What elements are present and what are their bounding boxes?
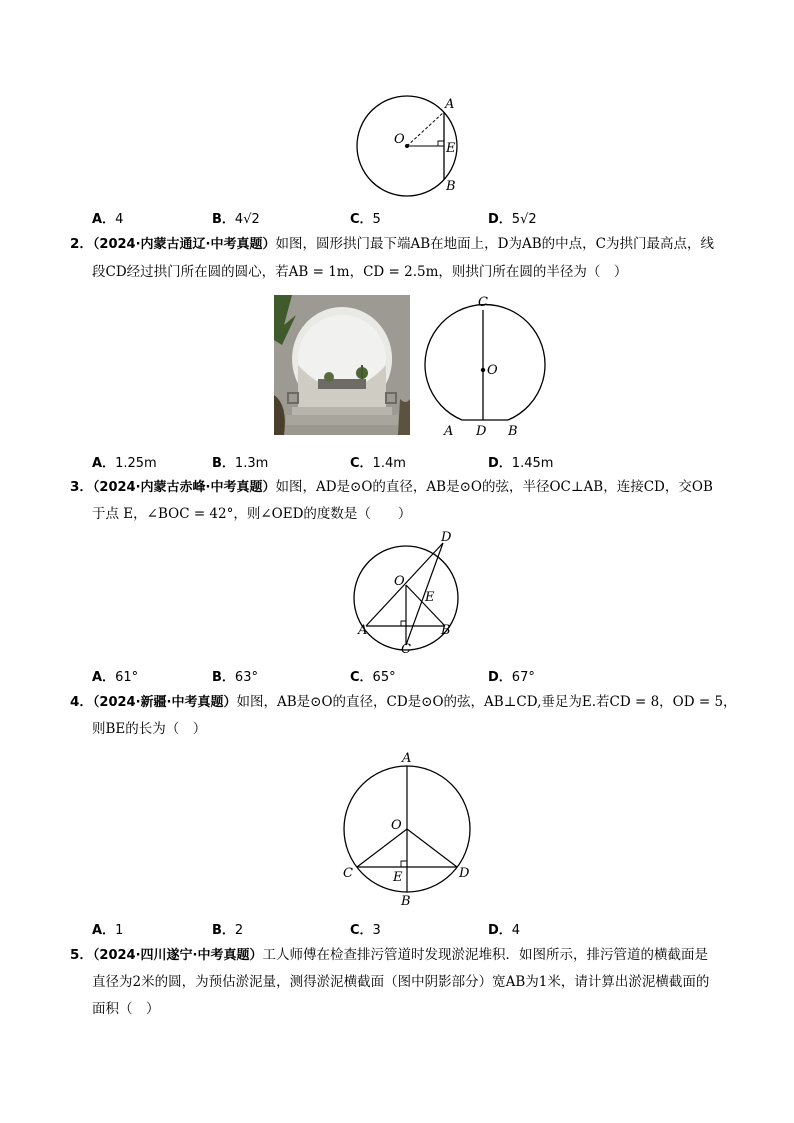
q2-option-a: A．1.25m <box>92 456 157 471</box>
q4-option-c: C．3 <box>350 923 381 938</box>
label-A: A <box>358 623 368 638</box>
q3-text-line-1: 3．（2024·内蒙古赤峰·中考真题）如图，AD是⊙O的直径，AB是⊙O的弦，半径OC⊥AB，连接CD，交OB <box>70 479 713 495</box>
q5-text-line-3: 面积（ ） <box>92 1001 160 1017</box>
figure-2-arch-diagram <box>415 292 555 442</box>
label-B: B <box>401 894 411 909</box>
q1-option-d: D．5√2 <box>488 212 537 227</box>
label-O: O <box>391 818 402 833</box>
label-E: E <box>446 141 456 156</box>
q4-option-a: A．1 <box>92 923 124 938</box>
q4-text-line-1: 4．（2024·新疆·中考真题）如图，AB是⊙O的直径，CD是⊙O的弦，AB⊥CD,垂足为E.若CD = 8，OD = 5， <box>70 694 737 710</box>
label-B: B <box>446 179 456 194</box>
label-C: C <box>478 295 488 310</box>
label-E: E <box>425 590 435 605</box>
q3-option-d: D．67° <box>488 670 535 685</box>
label-D: D <box>476 424 487 439</box>
q2-option-c: C．1.4m <box>350 456 406 471</box>
label-C: C <box>401 642 411 657</box>
q5-text-line-1: 5．（2024·四川遂宁·中考真题）工人师傅在检查排污管道时发现淤泥堆积．如图所示，排污管道的横截面是 <box>70 947 708 963</box>
q4-option-d: D．4 <box>488 923 521 938</box>
q1-option-b: B．4√2 <box>212 212 260 227</box>
q3-option-b: B．63° <box>212 670 258 685</box>
q4-option-b: B．2 <box>212 923 244 938</box>
q2-option-b: B．1.3m <box>212 456 269 471</box>
figure-3-circle-diagram <box>345 527 470 657</box>
q2-option-d: D．1.45m <box>488 456 554 471</box>
label-B: B <box>508 424 518 439</box>
label-O: O <box>487 363 498 378</box>
figure-4-circle-diagram <box>335 745 485 910</box>
label-C: C <box>343 866 353 881</box>
label-E: E <box>393 870 403 885</box>
q1-option-c: C．5 <box>350 212 381 227</box>
label-O: O <box>394 574 405 589</box>
q3-text-line-2: 于点 E，∠BOC = 42°，则∠OED的度数是（ ） <box>92 506 412 522</box>
q4-text-line-2: 则BE的长为（ ） <box>92 721 207 737</box>
q5-text-line-2: 直径为2米的圆，为预估淤泥量，测得淤泥横截面（图中阴影部分）宽AB为1米，请计算出淤泥横截面的 <box>92 974 710 990</box>
label-O: O <box>394 132 405 147</box>
figure-1-circle-diagram <box>350 90 470 200</box>
moon-gate-photo <box>274 295 410 435</box>
q1-option-a: A．4 <box>92 212 124 227</box>
label-A: A <box>402 751 412 766</box>
label-A: A <box>444 424 454 439</box>
q3-option-a: A．61° <box>92 670 139 685</box>
q2-text-line-2: 段CD经过拱门所在圆的圆心，若AB = 1m，CD = 2.5m，则拱门所在圆的半径为（ ） <box>92 264 628 280</box>
label-D: D <box>441 530 452 545</box>
label-B: B <box>441 623 451 638</box>
q2-text-line-1: 2．（2024·内蒙古通辽·中考真题）如图，圆形拱门最下端AB在地面上，D为AB的中点，C为拱门最高点，线 <box>70 236 714 252</box>
q3-option-c: C．65° <box>350 670 396 685</box>
label-D: D <box>459 866 470 881</box>
label-A: A <box>445 97 455 112</box>
